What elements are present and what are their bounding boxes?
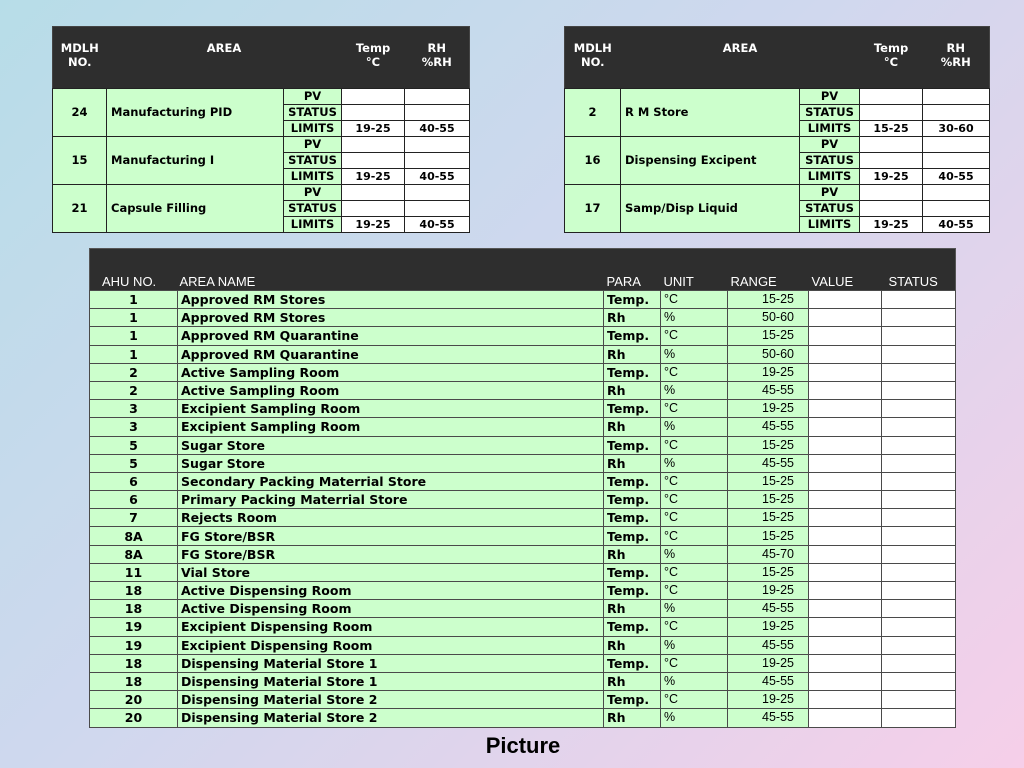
- value-cell[interactable]: [809, 654, 882, 672]
- status-cell[interactable]: [882, 654, 956, 672]
- unit-cell: °C: [661, 491, 728, 509]
- area-name-cell: Dispensing Material Store 2: [178, 691, 604, 709]
- unit-cell: %: [661, 381, 728, 399]
- ahu-no-cell: 19: [90, 636, 178, 654]
- para-cell: Rh: [604, 309, 661, 327]
- range-cell: 45-55: [728, 418, 809, 436]
- unit-cell: %: [661, 454, 728, 472]
- status-temp-cell[interactable]: [860, 153, 923, 169]
- ahu-no-cell: 1: [90, 291, 178, 309]
- pv-temp-cell[interactable]: [342, 89, 405, 105]
- table-row: [90, 527, 956, 545]
- ahu-no-cell: 19: [90, 618, 178, 636]
- para-cell: Rh: [604, 418, 661, 436]
- ahu-no-cell: 2: [90, 381, 178, 399]
- range-cell: 45-55: [728, 672, 809, 690]
- temp-limit: 19-25: [860, 217, 923, 233]
- mdlh-no: 2: [565, 89, 621, 137]
- status-cell[interactable]: [882, 691, 956, 709]
- mdlh-header-row: [565, 27, 990, 89]
- pv-temp-cell[interactable]: [860, 185, 923, 201]
- area-name-cell: Dispensing Material Store 2: [178, 709, 604, 727]
- pv-rh-cell[interactable]: [923, 185, 990, 201]
- area-name-cell: Rejects Room: [178, 509, 604, 527]
- header-area: AREA: [107, 27, 342, 89]
- header-rh: RH %RH: [923, 27, 990, 89]
- pv-rh-cell[interactable]: [923, 89, 990, 105]
- area-name-cell: Excipient Sampling Room: [178, 400, 604, 418]
- value-cell[interactable]: [809, 527, 882, 545]
- table-row: [90, 636, 956, 654]
- rh-limit: 40-55: [405, 121, 470, 137]
- ahu-no-cell: 8A: [90, 527, 178, 545]
- para-cell: Temp.: [604, 363, 661, 381]
- range-cell: 19-25: [728, 618, 809, 636]
- header-status: STATUS: [882, 249, 956, 291]
- status-cell[interactable]: [882, 600, 956, 618]
- para-cell: Temp.: [604, 509, 661, 527]
- mdlh-header-row: [53, 27, 470, 89]
- status-cell[interactable]: [882, 491, 956, 509]
- area-name-cell: Approved RM Quarantine: [178, 327, 604, 345]
- status-cell[interactable]: [882, 436, 956, 454]
- ahu-no-cell: 3: [90, 400, 178, 418]
- area-name-cell: Sugar Store: [178, 454, 604, 472]
- range-cell: 50-60: [728, 345, 809, 363]
- unit-cell: %: [661, 309, 728, 327]
- header-area: AREA: [621, 27, 860, 89]
- range-cell: 50-60: [728, 309, 809, 327]
- para-cell: Temp.: [604, 472, 661, 490]
- table-row: [90, 363, 956, 381]
- ahu-table-body: [90, 291, 956, 728]
- para-cell: Temp.: [604, 618, 661, 636]
- range-cell: 45-70: [728, 545, 809, 563]
- status-temp-cell[interactable]: [342, 153, 405, 169]
- mdlh-no: 24: [53, 89, 107, 137]
- mdlh-area: Dispensing Excipent: [621, 137, 800, 185]
- area-name-cell: Dispensing Material Store 1: [178, 654, 604, 672]
- range-cell: 15-25: [728, 491, 809, 509]
- area-name-cell: Excipient Dispensing Room: [178, 636, 604, 654]
- ahu-no-cell: 1: [90, 327, 178, 345]
- status-temp-cell[interactable]: [342, 105, 405, 121]
- value-cell[interactable]: [809, 636, 882, 654]
- range-cell: 45-55: [728, 636, 809, 654]
- value-cell[interactable]: [809, 454, 882, 472]
- unit-cell: °C: [661, 400, 728, 418]
- status-cell[interactable]: [882, 527, 956, 545]
- para-cell: Rh: [604, 381, 661, 399]
- para-cell: Temp.: [604, 563, 661, 581]
- unit-cell: %: [661, 636, 728, 654]
- table-row: [90, 345, 956, 363]
- header-temp: Temp °C: [342, 27, 405, 89]
- value-cell[interactable]: [809, 709, 882, 727]
- value-cell[interactable]: [809, 672, 882, 690]
- value-cell[interactable]: [809, 327, 882, 345]
- status-temp-cell[interactable]: [860, 201, 923, 217]
- table-row: [90, 436, 956, 454]
- mdlh-table-right: [564, 26, 990, 233]
- range-cell: 15-25: [728, 291, 809, 309]
- para-cell: Rh: [604, 636, 661, 654]
- para-cell: Rh: [604, 545, 661, 563]
- range-cell: 45-55: [728, 600, 809, 618]
- row-label-limits: LIMITS: [284, 169, 342, 185]
- area-name-cell: Active Sampling Room: [178, 363, 604, 381]
- picture-caption: Picture: [485, 733, 561, 758]
- rh-limit: 40-55: [405, 217, 470, 233]
- ahu-no-cell: 18: [90, 582, 178, 600]
- para-cell: Rh: [604, 454, 661, 472]
- mdlh-row-pv: [53, 89, 470, 105]
- row-label-status: STATUS: [284, 201, 342, 217]
- table-row: [90, 400, 956, 418]
- row-label-status: STATUS: [800, 153, 860, 169]
- status-rh-cell[interactable]: [923, 201, 990, 217]
- mdlh-table-left: [52, 26, 470, 233]
- row-label-limits: LIMITS: [800, 121, 860, 137]
- status-cell[interactable]: [882, 345, 956, 363]
- range-cell: 19-25: [728, 691, 809, 709]
- header-mdlh-no: MDLH NO.: [53, 27, 107, 89]
- temp-limit: 19-25: [342, 217, 405, 233]
- area-name-cell: Approved RM Stores: [178, 291, 604, 309]
- status-rh-cell[interactable]: [923, 153, 990, 169]
- unit-cell: °C: [661, 618, 728, 636]
- status-cell[interactable]: [882, 381, 956, 399]
- unit-cell: °C: [661, 691, 728, 709]
- area-name-cell: Approved RM Stores: [178, 309, 604, 327]
- value-cell[interactable]: [809, 691, 882, 709]
- ahu-table: [89, 248, 956, 728]
- ahu-header-row: [90, 249, 956, 291]
- value-cell[interactable]: [809, 563, 882, 581]
- area-name-cell: Active Dispensing Room: [178, 600, 604, 618]
- header-value: VALUE: [809, 249, 882, 291]
- row-label-pv: PV: [284, 137, 342, 153]
- value-cell[interactable]: [809, 545, 882, 563]
- ahu-no-cell: 20: [90, 691, 178, 709]
- ahu-no-cell: 6: [90, 472, 178, 490]
- value-cell[interactable]: [809, 472, 882, 490]
- area-name-cell: Sugar Store: [178, 436, 604, 454]
- row-label-pv: PV: [800, 137, 860, 153]
- table-row: [90, 563, 956, 581]
- value-cell[interactable]: [809, 618, 882, 636]
- unit-cell: °C: [661, 563, 728, 581]
- header-ahu-no: AHU NO.: [90, 249, 178, 291]
- unit-cell: °C: [661, 509, 728, 527]
- status-temp-cell[interactable]: [860, 105, 923, 121]
- pv-rh-cell[interactable]: [405, 137, 470, 153]
- table-row: [90, 509, 956, 527]
- range-cell: 15-25: [728, 472, 809, 490]
- pv-temp-cell[interactable]: [860, 89, 923, 105]
- status-temp-cell[interactable]: [342, 201, 405, 217]
- value-cell[interactable]: [809, 381, 882, 399]
- pv-rh-cell[interactable]: [923, 137, 990, 153]
- ahu-no-cell: 2: [90, 363, 178, 381]
- value-cell[interactable]: [809, 600, 882, 618]
- row-label-pv: PV: [800, 185, 860, 201]
- status-cell[interactable]: [882, 672, 956, 690]
- area-name-cell: Approved RM Quarantine: [178, 345, 604, 363]
- row-label-status: STATUS: [800, 105, 860, 121]
- value-cell[interactable]: [809, 436, 882, 454]
- temp-limit: 19-25: [342, 169, 405, 185]
- para-cell: Temp.: [604, 491, 661, 509]
- row-label-limits: LIMITS: [800, 217, 860, 233]
- header-temp: Temp °C: [860, 27, 923, 89]
- para-cell: Temp.: [604, 527, 661, 545]
- unit-cell: °C: [661, 582, 728, 600]
- row-label-pv: PV: [284, 89, 342, 105]
- range-cell: 45-55: [728, 454, 809, 472]
- row-label-status: STATUS: [284, 153, 342, 169]
- mdlh-row-pv: [565, 137, 990, 153]
- unit-cell: %: [661, 345, 728, 363]
- mdlh-row-pv: [565, 185, 990, 201]
- mdlh-area: Samp/Disp Liquid: [621, 185, 800, 233]
- header-para: PARA: [604, 249, 661, 291]
- area-name-cell: Dispensing Material Store 1: [178, 672, 604, 690]
- row-label-limits: LIMITS: [284, 121, 342, 137]
- para-cell: Temp.: [604, 654, 661, 672]
- unit-cell: %: [661, 418, 728, 436]
- table-row: [90, 654, 956, 672]
- table-row: [90, 309, 956, 327]
- range-cell: 45-55: [728, 709, 809, 727]
- mdlh-row-pv: [53, 185, 470, 201]
- pv-temp-cell[interactable]: [860, 137, 923, 153]
- para-cell: Temp.: [604, 691, 661, 709]
- rh-limit: 40-55: [405, 169, 470, 185]
- status-rh-cell[interactable]: [405, 153, 470, 169]
- range-cell: 15-25: [728, 509, 809, 527]
- ahu-no-cell: 7: [90, 509, 178, 527]
- status-cell[interactable]: [882, 582, 956, 600]
- row-label-pv: PV: [800, 89, 860, 105]
- mdlh-row-pv: [53, 137, 470, 153]
- para-cell: Temp.: [604, 436, 661, 454]
- header-mdlh-no: MDLH NO.: [565, 27, 621, 89]
- area-name-cell: Secondary Packing Materrial Store: [178, 472, 604, 490]
- status-cell[interactable]: [882, 636, 956, 654]
- unit-cell: %: [661, 672, 728, 690]
- mdlh-no: 16: [565, 137, 621, 185]
- para-cell: Temp.: [604, 327, 661, 345]
- status-cell[interactable]: [882, 545, 956, 563]
- header-area-name: AREA NAME: [178, 249, 604, 291]
- header-unit: UNIT: [661, 249, 728, 291]
- status-rh-cell[interactable]: [405, 105, 470, 121]
- status-rh-cell[interactable]: [923, 105, 990, 121]
- ahu-no-cell: 11: [90, 563, 178, 581]
- table-row: [90, 327, 956, 345]
- mdlh-no: 17: [565, 185, 621, 233]
- status-cell[interactable]: [882, 454, 956, 472]
- para-cell: Rh: [604, 345, 661, 363]
- row-label-limits: LIMITS: [284, 217, 342, 233]
- status-cell[interactable]: [882, 709, 956, 727]
- para-cell: Temp.: [604, 582, 661, 600]
- area-name-cell: Active Sampling Room: [178, 381, 604, 399]
- mdlh-no: 15: [53, 137, 107, 185]
- mdlh-area: Manufacturing I: [107, 137, 284, 185]
- temp-limit: 19-25: [342, 121, 405, 137]
- para-cell: Rh: [604, 709, 661, 727]
- ahu-no-cell: 18: [90, 672, 178, 690]
- status-cell[interactable]: [882, 509, 956, 527]
- pv-rh-cell[interactable]: [405, 185, 470, 201]
- range-cell: 15-25: [728, 327, 809, 345]
- unit-cell: %: [661, 545, 728, 563]
- row-label-limits: LIMITS: [800, 169, 860, 185]
- row-label-status: STATUS: [800, 201, 860, 217]
- range-cell: 45-55: [728, 381, 809, 399]
- ahu-no-cell: 5: [90, 454, 178, 472]
- value-cell[interactable]: [809, 491, 882, 509]
- table-row: [90, 381, 956, 399]
- status-cell[interactable]: [882, 472, 956, 490]
- area-name-cell: Excipient Dispensing Room: [178, 618, 604, 636]
- rh-limit: 30-60: [923, 121, 990, 137]
- ahu-no-cell: 18: [90, 654, 178, 672]
- ahu-no-cell: 1: [90, 345, 178, 363]
- status-cell[interactable]: [882, 400, 956, 418]
- status-rh-cell[interactable]: [405, 201, 470, 217]
- area-name-cell: Active Dispensing Room: [178, 582, 604, 600]
- para-cell: Temp.: [604, 291, 661, 309]
- area-name-cell: Excipient Sampling Room: [178, 418, 604, 436]
- range-cell: 19-25: [728, 654, 809, 672]
- value-cell[interactable]: [809, 400, 882, 418]
- table-row: [90, 454, 956, 472]
- ahu-no-cell: 1: [90, 309, 178, 327]
- range-cell: 19-25: [728, 400, 809, 418]
- header-rh: RH %RH: [405, 27, 470, 89]
- para-cell: Rh: [604, 600, 661, 618]
- para-cell: Rh: [604, 672, 661, 690]
- status-cell[interactable]: [882, 309, 956, 327]
- area-name-cell: FG Store/BSR: [178, 545, 604, 563]
- table-row: [90, 491, 956, 509]
- ahu-no-cell: 20: [90, 709, 178, 727]
- value-cell[interactable]: [809, 418, 882, 436]
- value-cell[interactable]: [809, 345, 882, 363]
- status-cell[interactable]: [882, 563, 956, 581]
- ahu-no-cell: 5: [90, 436, 178, 454]
- table-row: [90, 709, 956, 727]
- status-cell[interactable]: [882, 418, 956, 436]
- pv-temp-cell[interactable]: [342, 185, 405, 201]
- pv-rh-cell[interactable]: [405, 89, 470, 105]
- status-cell[interactable]: [882, 363, 956, 381]
- area-name-cell: Primary Packing Materrial Store: [178, 491, 604, 509]
- status-cell[interactable]: [882, 327, 956, 345]
- row-label-status: STATUS: [284, 105, 342, 121]
- unit-cell: °C: [661, 654, 728, 672]
- table-row: [90, 291, 956, 309]
- range-cell: 19-25: [728, 582, 809, 600]
- unit-cell: %: [661, 709, 728, 727]
- table-row: [90, 600, 956, 618]
- area-name-cell: FG Store/BSR: [178, 527, 604, 545]
- para-cell: Temp.: [604, 400, 661, 418]
- table-row: [90, 672, 956, 690]
- mdlh-area: R M Store: [621, 89, 800, 137]
- mdlh-area: Manufacturing PID: [107, 89, 284, 137]
- table-row: [90, 472, 956, 490]
- value-cell[interactable]: [809, 509, 882, 527]
- range-cell: 15-25: [728, 527, 809, 545]
- rh-limit: 40-55: [923, 217, 990, 233]
- unit-cell: °C: [661, 436, 728, 454]
- header-range: RANGE: [728, 249, 809, 291]
- table-row: [90, 545, 956, 563]
- table-row: [90, 582, 956, 600]
- table-row: [90, 618, 956, 636]
- mdlh-row-pv: [565, 89, 990, 105]
- value-cell[interactable]: [809, 291, 882, 309]
- rh-limit: 40-55: [923, 169, 990, 185]
- ahu-no-cell: 8A: [90, 545, 178, 563]
- status-cell[interactable]: [882, 291, 956, 309]
- table-row: [90, 418, 956, 436]
- mdlh-area: Capsule Filling: [107, 185, 284, 233]
- area-name-cell: Vial Store: [178, 563, 604, 581]
- unit-cell: °C: [661, 527, 728, 545]
- temp-limit: 15-25: [860, 121, 923, 137]
- unit-cell: °C: [661, 472, 728, 490]
- range-cell: 19-25: [728, 363, 809, 381]
- unit-cell: %: [661, 600, 728, 618]
- range-cell: 15-25: [728, 436, 809, 454]
- range-cell: 15-25: [728, 563, 809, 581]
- value-cell[interactable]: [809, 309, 882, 327]
- table-row: [90, 691, 956, 709]
- ahu-no-cell: 3: [90, 418, 178, 436]
- value-cell[interactable]: [809, 582, 882, 600]
- pv-temp-cell[interactable]: [342, 137, 405, 153]
- value-cell[interactable]: [809, 363, 882, 381]
- row-label-pv: PV: [284, 185, 342, 201]
- unit-cell: °C: [661, 291, 728, 309]
- unit-cell: °C: [661, 363, 728, 381]
- mdlh-no: 21: [53, 185, 107, 233]
- ahu-no-cell: 6: [90, 491, 178, 509]
- ahu-no-cell: 18: [90, 600, 178, 618]
- unit-cell: °C: [661, 327, 728, 345]
- status-cell[interactable]: [882, 618, 956, 636]
- temp-limit: 19-25: [860, 169, 923, 185]
